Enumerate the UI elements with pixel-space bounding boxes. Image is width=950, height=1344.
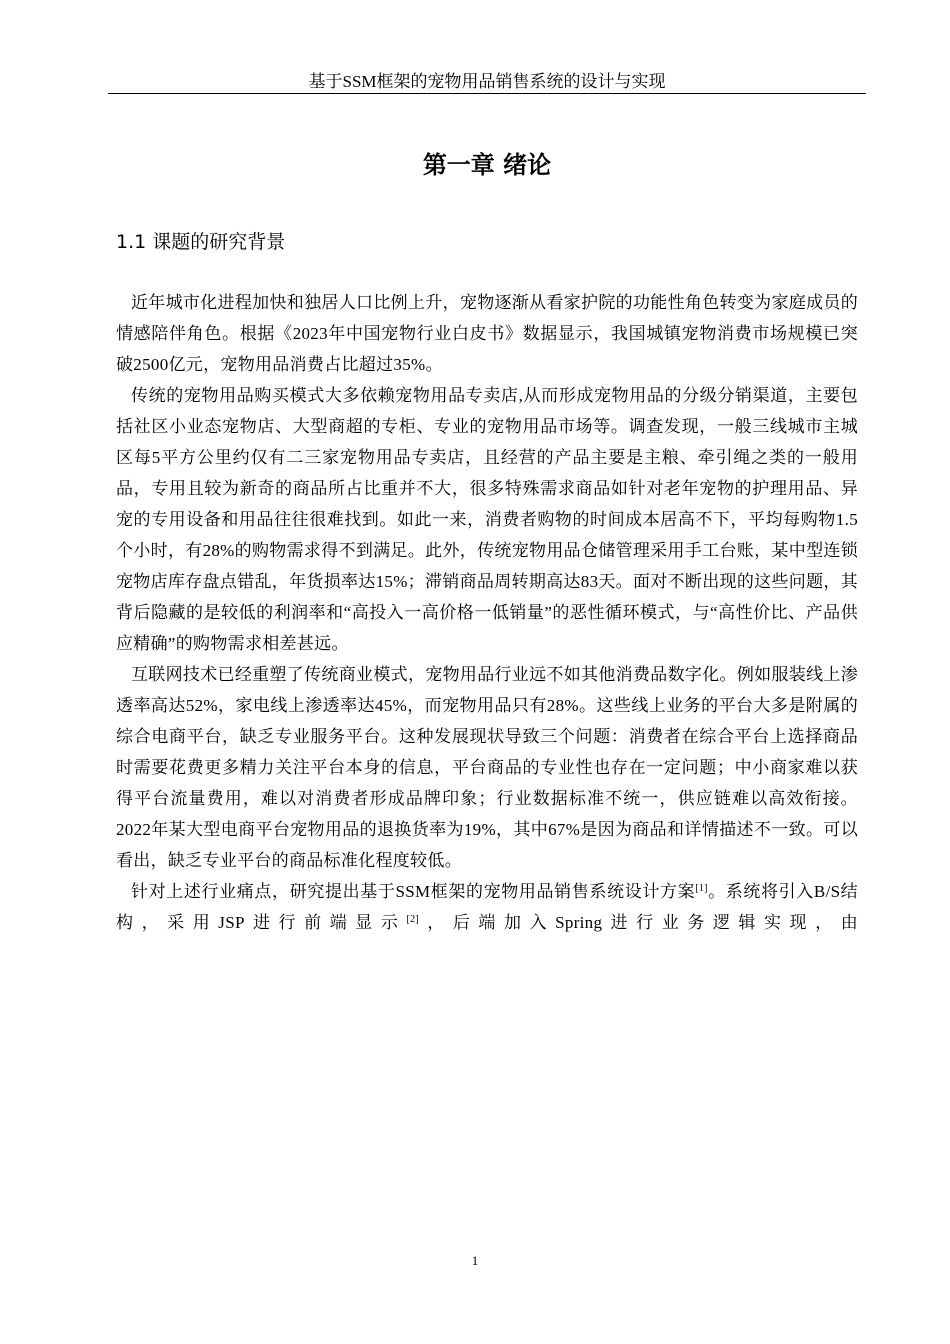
- paragraph-text: ，后端加入Spring进行业务逻辑实现，由: [419, 913, 858, 932]
- paragraph-text: 针对上述行业痛点，研究提出基于SSM框架的宠物用品销售系统设计方案: [131, 882, 696, 901]
- section-title: 1.1 课题的研究背景: [116, 231, 286, 253]
- chapter-title: 第一章 绪论: [422, 151, 552, 179]
- page-number: 1: [471, 1253, 479, 1268]
- header-divider: [108, 93, 866, 94]
- paragraph: 互联网技术已经重塑了传统商业模式，宠物用品行业远不如其他消费品数字化。例如服装线上渗透率高达52%，家电线上渗透率达45%，而宠物用品只有28%。这些线上业务的平台大多是附属的综合电商平台，缺乏专业服务平台。这种发展现状导致三个问题：消费者在综合平台上选择商品时需要花费更多精力关注平台本身的信息，平台商品的专业性也存在一定问题；中小商家难以获得平台流量费用，难以对消费者形成品牌印象；行业数据标准不统一，供应链难以高效衔接。 2022年某大型电商平台宠物用品的退换货率为19%，其中67%是因为商品和详情描述不一致。可以看出，缺乏专业平台的商品标准化程度较低。: [116, 665, 858, 870]
- paragraph-text: 。系统将引入B/S结构，采用JSP进行前端显示: [116, 882, 858, 932]
- paragraph-last: [116, 876, 858, 938]
- running-header: 基于SSM框架的宠物用品销售系统的设计与实现: [308, 72, 666, 91]
- paragraph: 近年城市化进程加快和独居人口比例上升，宠物逐渐从看家护院的功能性角色转变为家庭成员的情感陪伴角色。根据《2023年中国宠物行业白皮书》数据显示，我国城镇宠物消费市场规模已突破2500亿元，宠物用品消费占比超过35%。: [116, 293, 858, 374]
- body-text: [116, 287, 858, 938]
- citation-1: [1]: [695, 883, 708, 894]
- paragraph: 传统的宠物用品购买模式大多依赖宠物用品专卖店,从而形成宠物用品的分级分销渠道，主要包括社区小业态宠物店、大型商超的专柜、专业的宠物用品市场等。调查发现，一般三线城市主城区每5平方公里约仅有二三家宠物用品专卖店，且经营的产品主要是主粮、牵引绳之类的一般用品，专用且较为新奇的商品所占比重并不大，很多特殊需求商品如针对老年宠物的护理用品、异宠的专用设备和用品往往很难找到。如此一来，消费者购物的时间成本居高不下，平均每购物1.5个小时，有28%的购物需求得不到满足。此外，传统宠物用品仓储管理采用手工台账，某中型连锁宠物店库存盘点错乱，年货损率达15%；滞销商品周转期高达83天。面对不断出现的这些问题，其背后隐藏的是较低的利润率和“高投入一高价格一低销量”的恶性循环模式，与“高性价比、产品供应精确”的购物需求相差甚远。: [116, 386, 858, 653]
- citation-2: [2]: [406, 914, 419, 925]
